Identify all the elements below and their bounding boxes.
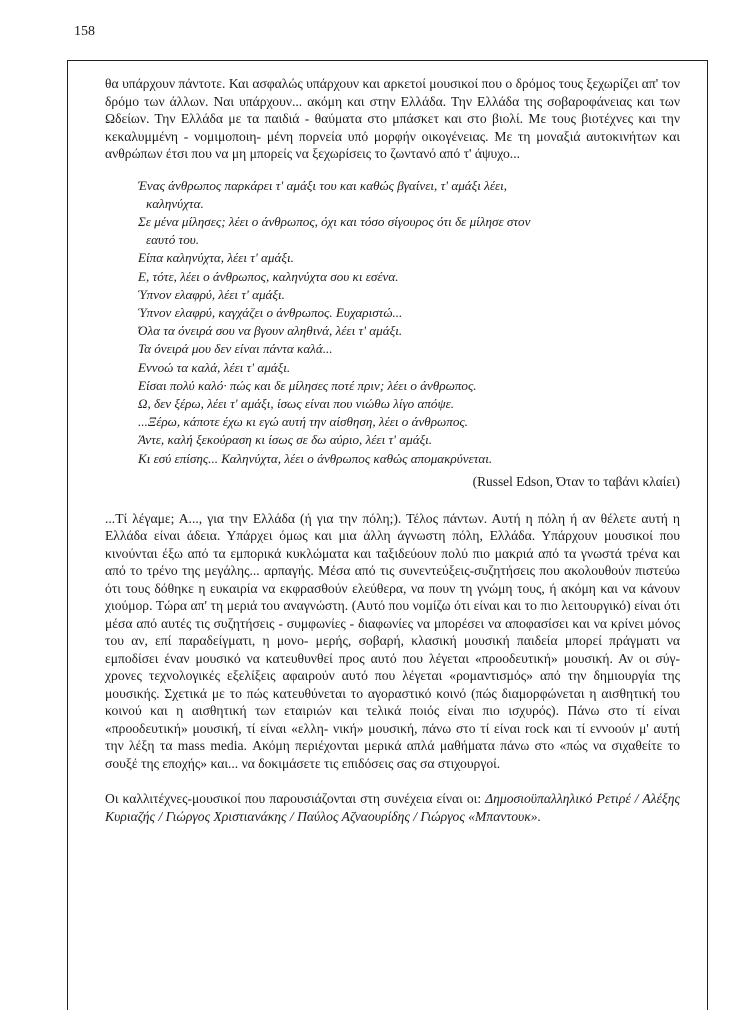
body-line: διαμορφώνεται η αισθητική του κοινού και η αισθητική των εταιριών και τελικά <box>105 685 680 719</box>
poem-line: Είσαι πολύ καλό· πώς και δε μίλησες ποτέ πριν; λέει ο άνθρωπος. <box>138 377 477 393</box>
poem-attribution: (Russel Edson, Όταν το ταβάνι κλαίει) <box>472 473 680 489</box>
intro-line: στο μπάσκετ και στο βιολί. Με τους βιοτέχνες και την κεκαλυμμένη - νομιμοποιη- <box>105 111 680 144</box>
poem-line: Άντε, καλή ξεκούραση κι ίσως σε δω αύριο, λέει τ' αμάξι. <box>138 432 433 448</box>
poem-line: Ε, τότε, λέει ο άνθρωπος, καληνύχτα σου κι εσένα. <box>138 268 399 284</box>
body-line: να μπορέσει να αποφασίσει και να κρίνει μόνος του αν, επί παραδείγματι, η μονο- <box>105 615 680 649</box>
poem-line: Ύπνον ελαφρύ, καγχάζει ο άνθρωπος. Ευχαριστώ... <box>138 304 403 320</box>
poem-line: Κι εσύ επίσης... Καληνύχτα, λέει ο άνθρωπος καθώς απομακρύνεται. <box>138 450 493 466</box>
body-line: αρπαγής. Μέσα από τις συνεντεύξεις-συζητήσεις που ακολουθούν πιστεύω ότι τους <box>105 563 680 596</box>
closing-paragraph <box>105 790 680 825</box>
quoted-poem <box>138 177 680 490</box>
page-number: 158 <box>74 24 95 39</box>
poem-line: Ένας άνθρωπος παρκάρει τ' αμάξι του και καθώς βγαίνει, τ' αμάξι λέει, <box>138 177 508 193</box>
body-paragraph <box>105 510 680 773</box>
intro-paragraph <box>105 75 680 163</box>
body-line: δημιουργία της μουσικής. Σχετικά με το πώς κατευθύνεται το αγοραστικό κοινό (πώς <box>105 668 680 701</box>
poem-line: καληνύχτα. <box>146 195 204 211</box>
body-line: Ελλάδα. Υπάρχουν μουσικοί που κινούνται έξω από τα εμπορικά κυκλώματα και <box>105 528 680 561</box>
poem-line: Όλα τα όνειρά σου να βγουν αληθινά, λέει τ' αμάξι. <box>138 323 403 339</box>
poem-line: Εννοώ τα καλά, λέει τ' αμάξι. <box>138 359 291 375</box>
body-line: ταξιδεύουν πολύ πιο μακριά από τα γνωστά τρένα και από το τρένο της μεγάλης... <box>105 545 681 579</box>
body-line: χρονες τεχνολογικές εξελίξεις αφαιρούν αυτό που λέγεται «ρομαντισμός» από την <box>105 668 587 684</box>
intro-line: θα υπάρχουν πάντοτε. Και ασφαλώς υπάρχουν και αρκετοί μουσικοί που ο δρόμος <box>105 76 556 91</box>
body-line: νική» μουσική, πάνω στο τί είναι rock και τί εννοούν μ' αυτή την λέξη τα mass <box>105 720 680 754</box>
body-line: δόθηκε η ευκαιρία να εκφρασθούν ελεύθερα, να πουν τη γνώμη τους, ή ακόμη και να <box>154 580 636 596</box>
poem-line: Σε μένα μίλησες; λέει ο άνθρωπος, όχι και τόσο σίγουρος ότι δε μίλησε στον <box>138 213 531 229</box>
poem-line: εαυτό του. <box>146 232 200 248</box>
body-line: το πιο λειτουργικό) είναι ότι μέσα από αυτές τις συζητήσεις - συμφωνίες - διαφωνίες <box>105 598 680 631</box>
intro-line: τους ξεχωρίζει απ' τον δρόμο των άλλων. Ναι υπάρχουν... ακόμη και στην Ελλάδα. <box>105 76 681 109</box>
artist-names: Δημοσιοϋπαλληλικό Ρετιρέ / Αλέξης Κυριαζής / Γιώργος Χριστιανάκης / Παύλος Αζναουρίδης / Γιώργος «Μπαντουκ». <box>105 791 680 824</box>
body-line: ...Τί λέγαμε; Α..., για την Ελλάδα (ή για την πόλη;). Τέλος πάντων. Αυτή η πόλη ή αν <box>105 510 596 526</box>
body-line: media. Ακόμη περιέχονται μερικά απλά μαθήματα πάνω στο «πώς να σιχαθείτε το <box>210 738 680 754</box>
poem-line: Ύπνον ελαφρύ, λέει τ' αμάξι. <box>138 286 285 302</box>
poem-line: Ω, δεν ξέρω, λέει τ' αμάξι, ίσως είναι που νιώθω λίγο απόψε. <box>138 395 455 411</box>
page-content <box>105 75 680 825</box>
poem-line: Είπα καληνύχτα, λέει τ' αμάξι. <box>138 250 294 266</box>
poem-line: ...Ξέρω, κάποτε έχω κι εγώ αυτή την αίσθηση, λέει ο άνθρωπος. <box>138 414 468 430</box>
body-line: σουξέ της εποχής» και... να δοκιμάσετε τις επιδόσεις σας σα στιχουργοί. <box>105 755 501 771</box>
body-line: θέλετε αυτή η Ελλάδα είναι άδεια. Υπάρχει όμως και μια άλλη άγνωστη πόλη, <box>105 510 680 544</box>
intro-line: έτσι που να μη μπορείς να ξεχωρίσεις το ζωντανό από τ' άψυχο... <box>165 146 520 161</box>
intro-line: μένη πορνεία υπό μορφήν οικογένειας. Με τη μοναξιά αυτοκινήτων και ανθρώπων <box>105 128 680 161</box>
body-line: μουσικό να κατευθυνθεί προς αυτό που λέγεται «προοδευτική» μουσική. Αν οι σύγ- <box>195 650 680 666</box>
intro-line: Την Ελλάδα της σοβαροφάνειας και των Ωδείων. Την Ελλάδα με τα παιδιά - θαύματα <box>105 93 680 126</box>
closing-lead: Οι καλλιτέχνες-μουσικοί που παρουσιάζονται στη συνέχεια είναι οι: <box>105 791 486 807</box>
body-line: μερής, σοβαρή, κλασική μουσική παιδεία μπορεί πράγματι να εμποδίσει έναν <box>105 633 681 666</box>
poem-line: Τα όνειρά μου δεν είναι πάντα καλά... <box>138 341 333 357</box>
body-line: κάνουν χιούμορ. Τώρα απ' τη μεριά του αναγνώστη. (Αυτό που νομίζω ότι είναι και <box>105 580 680 614</box>
body-line: ποιός είναι πιο ισχυρός). Πάνω στο τί είναι «προοδευτική» μουσική, τί είναι «ελλη- <box>105 703 680 736</box>
